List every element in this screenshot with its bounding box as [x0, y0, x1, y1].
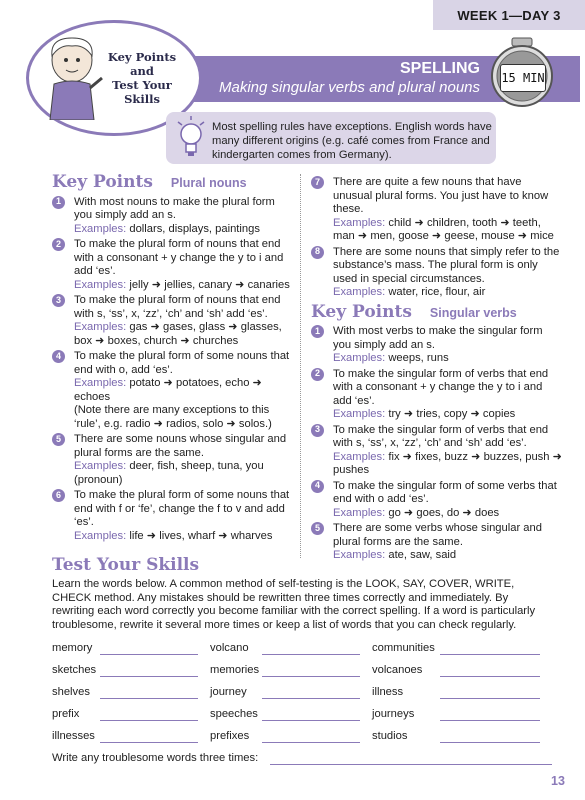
troublesome-words-line[interactable] [270, 764, 552, 765]
logo-text: Key Points and Test Your Skills [107, 50, 177, 106]
item-text: To make the singular form of verbs that end with s, ‘ss’, x, ‘zz’, ‘ch’ and ‘sh’ add ‘es’. [333, 423, 549, 449]
item-examples: go ➜ goes, do ➜ does [388, 506, 500, 519]
spelling-word: journeys [372, 708, 415, 720]
singular-subheading: Singular verbs [429, 305, 517, 320]
item-text: To make the singular form of verbs that end with a consonant + y change the y to i and add ‘es’. [333, 367, 549, 407]
answer-line[interactable] [440, 720, 540, 721]
plural-item [52, 196, 292, 237]
page-number: 13 [551, 774, 565, 788]
plural-item [52, 433, 292, 487]
singular-item [311, 522, 563, 563]
singular-heading [311, 301, 563, 322]
spelling-word: volcanoes [372, 664, 423, 676]
section-subtitle: Making singular verbs and plural nouns [219, 79, 480, 96]
singular-item [311, 480, 563, 521]
examples-label: Examples: [333, 352, 386, 364]
item-number: 5 [52, 433, 65, 446]
plural-item [311, 176, 563, 244]
girl-illustration-icon [40, 34, 104, 120]
test-your-skills-title: Test Your Skills [52, 555, 200, 575]
answer-line[interactable] [100, 698, 198, 699]
singular-verbs-column [311, 176, 563, 565]
item-number: 2 [311, 368, 324, 381]
column-divider [300, 174, 301, 558]
item-text: To make the plural form of some nouns that end with o, add ‘es’. [74, 350, 290, 376]
spelling-word: communities [372, 642, 435, 654]
plural-heading [52, 172, 292, 192]
item-number: 5 [311, 522, 324, 535]
item-text: There are some verbs whose singular and plural forms are the same. [333, 522, 542, 548]
plural-nouns-column [52, 172, 292, 545]
item-text: There are some nouns that simply refer to the substance’s mass. The plural form is only used in special circumstances. [333, 245, 560, 285]
item-text: To make the plural form of nouns that end with s, ‘ss’, x, ‘zz’, ‘ch’ and ‘sh’ add ‘es’. [74, 294, 281, 320]
answer-line[interactable] [440, 654, 540, 655]
section-title: SPELLING [399, 60, 480, 77]
answer-line[interactable] [100, 742, 198, 743]
spelling-word: sketches [52, 664, 97, 676]
spelling-word: memory [52, 642, 93, 654]
spelling-word: speeches [210, 708, 258, 720]
item-examples: child ➜ children, tooth ➜ teeth, man ➜ men, goose ➜ geese, mouse ➜ mice [333, 216, 554, 242]
answer-line[interactable] [440, 742, 540, 743]
spelling-word: volcano [210, 642, 249, 654]
item-examples: jelly ➜ jellies, canary ➜ canaries [129, 278, 290, 291]
item-number: 7 [311, 176, 324, 189]
timer-display: 15 MIN [500, 64, 546, 92]
item-number: 1 [311, 325, 324, 338]
examples-label: Examples: [74, 278, 127, 291]
examples-label: Examples: [74, 222, 127, 235]
item-text: There are quite a few nouns that have unusual plural forms. You just have to know these. [333, 176, 549, 215]
examples-label: Examples: [74, 321, 127, 333]
plural-subheading: Plural nouns [170, 176, 247, 190]
answer-line[interactable] [262, 654, 360, 655]
item-number: 1 [52, 196, 65, 209]
examples-label: Examples: [333, 408, 386, 420]
item-number: 4 [52, 350, 65, 363]
item-number: 3 [311, 424, 324, 437]
spelling-word: journey [210, 686, 247, 698]
lightbulb-icon [176, 116, 206, 160]
key-points-title: Key Points [52, 172, 153, 192]
answer-line[interactable] [440, 676, 540, 677]
plural-item [52, 350, 292, 431]
troublesome-words-label: Write any troublesome words three times: [52, 752, 259, 764]
examples-label: Examples: [74, 460, 127, 472]
item-examples: deer, fish, sheep, tuna, you (pronoun) [74, 460, 264, 486]
plural-item [52, 294, 292, 348]
spelling-word: illness [372, 686, 404, 698]
examples-label: Examples: [333, 506, 386, 519]
item-examples: fix ➜ fixes, buzz ➜ buzzes, push ➜ pushes [333, 450, 562, 476]
answer-line[interactable] [100, 676, 198, 677]
answer-line[interactable] [262, 720, 360, 721]
plural-item [52, 489, 292, 543]
item-number: 3 [52, 294, 65, 307]
answer-line[interactable] [262, 676, 360, 677]
item-text: With most verbs to make the singular form you simply add an s. [333, 325, 543, 351]
singular-item [311, 424, 563, 478]
spelling-word: memories [210, 664, 260, 676]
item-text: With most nouns to make the plural form you simply add an s. [74, 195, 275, 221]
singular-item [311, 325, 563, 366]
examples-label: Examples: [74, 529, 127, 542]
examples-label: Examples: [333, 549, 386, 561]
item-examples: water, rice, flour, air [388, 286, 486, 298]
singular-item [311, 368, 563, 422]
answer-line[interactable] [100, 720, 198, 721]
key-points-title: Key Points [311, 301, 412, 322]
examples-label: Examples: [74, 377, 127, 389]
item-examples: weeps, runs [388, 352, 449, 364]
item-text: To make the plural form of some nouns that end with f or ‘fe’, change the f to v and add ‘es’. [74, 489, 290, 528]
item-number: 8 [311, 246, 324, 259]
item-number: 4 [311, 480, 324, 493]
item-examples: dollars, displays, paintings [129, 222, 260, 235]
item-text: To make the plural form of nouns that end with a consonant + y change the y to i and add ‘es’. [74, 238, 284, 277]
examples-label: Examples: [333, 450, 386, 463]
item-examples: potato ➜ potatoes, echo ➜ echoes [74, 377, 262, 403]
item-text: There are some nouns whose singular and plural forms are the same. [74, 433, 287, 459]
test-instructions: Learn the words below. A common method of self-testing is the LOOK, SAY, COVER, WRITE, CHECK method. Any mistakes should be rewritten three times correctly and immediately. By rewriting each word correctly you become familiar with the correct spelling. If a word is particularly troublesome, rewrite it several more times or keep a list of words that you can check regularly. [52, 578, 536, 632]
tip-text: Most spelling rules have exceptions. English words have many different origins (e.g. café comes from France and kindergarten comes from Germany). [212, 121, 492, 161]
answer-line[interactable] [262, 698, 360, 699]
spelling-word: illnesses [52, 730, 95, 742]
item-examples: life ➜ lives, wharf ➜ wharves [129, 529, 273, 542]
item-examples: try ➜ tries, copy ➜ copies [388, 408, 516, 420]
week-day-tab: WEEK 1—DAY 3 [433, 0, 585, 30]
plural-item [311, 246, 563, 300]
spelling-word: studios [372, 730, 408, 742]
plural-item [52, 238, 292, 292]
item-examples: ate, saw, said [388, 549, 457, 561]
spelling-word: shelves [52, 686, 90, 698]
item-examples: gas ➜ gases, glass ➜ glasses, box ➜ boxes, church ➜ churches [74, 321, 282, 347]
item-text: To make the singular form of some verbs that end with o add ‘es’. [333, 479, 557, 505]
examples-label: Examples: [333, 286, 386, 298]
answer-line[interactable] [440, 698, 540, 699]
answer-line[interactable] [100, 654, 198, 655]
answer-line[interactable] [262, 742, 360, 743]
item-note: (Note there are many exceptions to this ‘rule’, e.g. radio ➜ radios, solo ➜ solos.) [74, 404, 272, 430]
spelling-word: prefix [52, 708, 80, 720]
item-number: 6 [52, 489, 65, 502]
spelling-word: prefixes [210, 730, 250, 742]
item-number: 2 [52, 238, 65, 251]
examples-label: Examples: [333, 216, 386, 229]
